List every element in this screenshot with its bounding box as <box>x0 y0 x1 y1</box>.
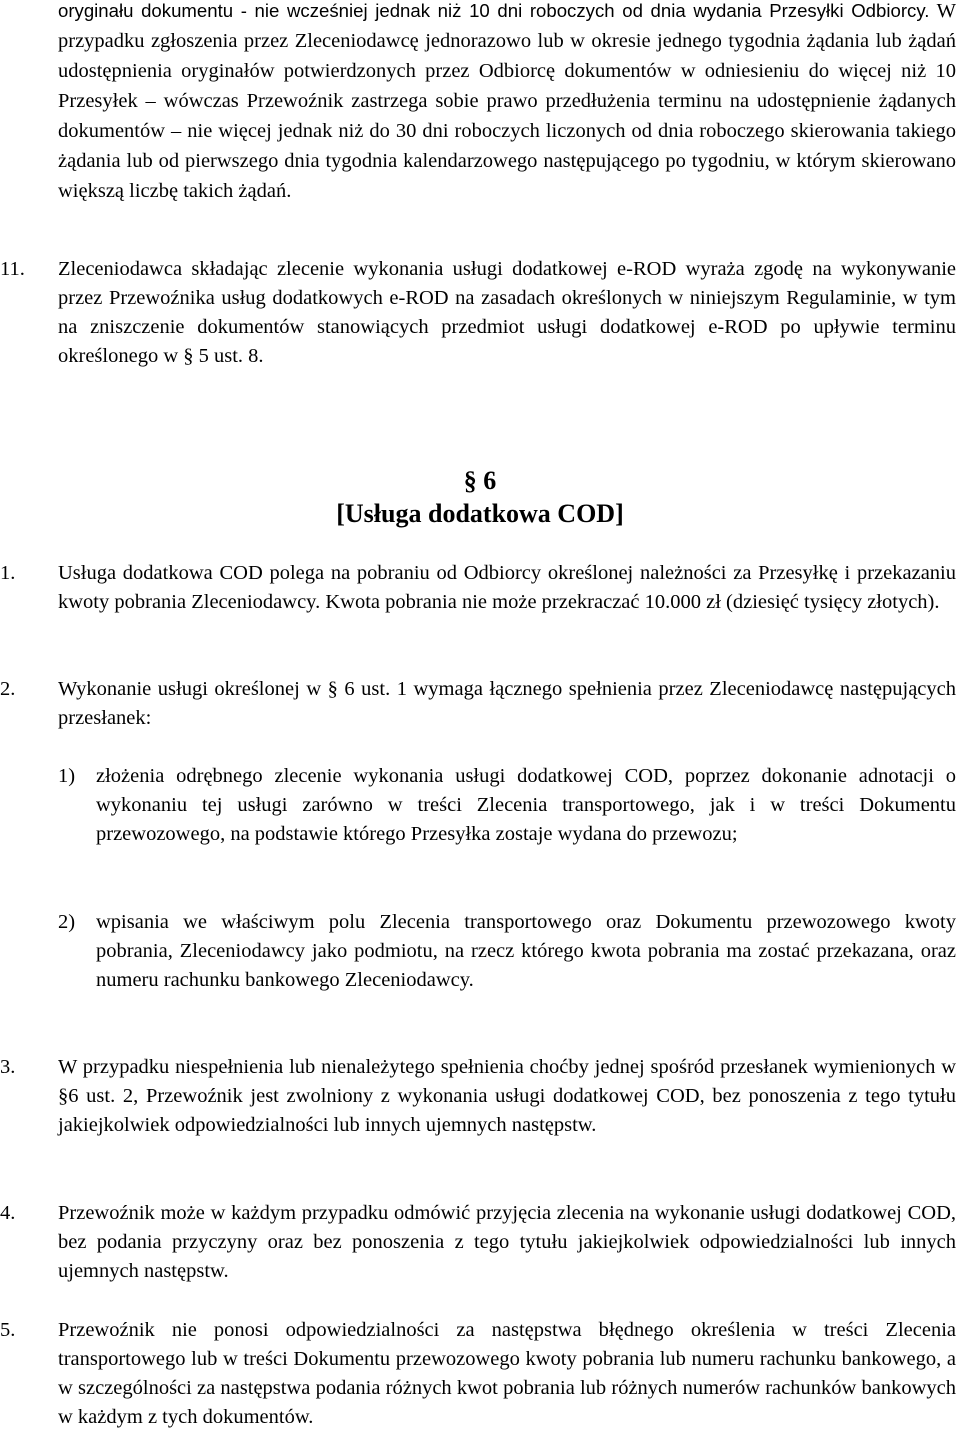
item-3-number: 3. <box>0 1056 16 1078</box>
item-4-text: Przewoźnik może w każdym przypadku odmówić przyjęcia zlecenia na wykonanie usługi dodatkowej COD, bez podania przyczyny oraz bez ponoszenia z tego tytułu jakiejkolwiek odpowiedzialności lub innych ujemnych następstw. <box>58 1202 956 1282</box>
item-5-text: Przewoźnik nie ponosi odpowiedzialności za następstwa błędnego określenia w treści Zlecenia transportowego lub w treści Dokumentu przewozowego kwoty pobrania lub numeru rachunku bankowego, a w szczególności za następstwa podania różnych kwot pobrania lub różnych numerów rachunków bankowych w każdym z tych dokumentów. <box>58 1319 956 1428</box>
item-1-text: Usługa dodatkowa COD polega na pobraniu od Odbiorcy określonej należności za Przesyłkę i przekazaniu kwoty pobrania Zleceniodawcy. Kwota pobrania nie może przekraczać 10.000 zł (dziesięć tysięcy złotych). <box>58 562 956 613</box>
intro-paragraph <box>58 0 956 206</box>
item-11-text: Zleceniodawca składając zlecenie wykonania usługi dodatkowej e-ROD wyraża zgodę na wykonywanie przez Przewoźnika usług dodatkowych e-ROD na zasadach określonych w niniejszym Regulaminie, w tym na zniszczenie dokumentów stanowiących przedmiot usługi dodatkowej e-ROD po upływie terminu określonego w § 5 ust. 8. <box>58 258 956 367</box>
item-2-text: Wykonanie usługi określonej w § 6 ust. 1 wymaga łącznego spełnienia przez Zleceniodawcę następujących przesłanek: <box>58 678 956 729</box>
item-3-text: W przypadku niespełnienia lub nienależytego spełnienia choćby jednej spośród przesłanek wymienionych w §6 ust. 2, Przewoźnik jest zwolniony z wykonania usługi dodatkowej COD, bez ponoszenia z tego tytułu jakiejkolwiek odpowiedzialności lub innych ujemnych następstw. <box>58 1056 956 1136</box>
intro-second-line-sans: Przesyłki Odbiorcy. <box>769 0 930 21</box>
section-title: [Usługa dodatkowa COD] <box>336 499 624 528</box>
item-2-number: 2. <box>0 678 16 700</box>
item-5-number: 5. <box>0 1319 16 1341</box>
intro-second-line-rest: W przypadku zgłoszenia przez Zleceniodawcę jednorazowo lub w okresie jednego tygodnia żądania lub żądań udostępnienia oryginałów potwierdzonych przez Odbiorcę dokumentów w odniesieniu do więcej niż 10 Przesyłek – wówczas Przewoźnik zastrzega sobie prawo przedłużenia terminu na udostępnienie żądanych dokumentów – nie więcej jednak niż do 30 dni roboczych liczonych od dnia roboczego skierowania takiego żądania lub od pierwszego dnia tygodnia kalendarzowego następującego po tygodniu, w którym skierowano większą liczbę takich żądań. <box>58 0 956 202</box>
subitem-1-number: 1) <box>58 765 76 787</box>
item-1-number: 1. <box>0 562 16 584</box>
item-4-number: 4. <box>0 1202 16 1224</box>
item-11-number: 11. <box>0 258 25 280</box>
subitem-2-text: wpisania we właściwym polu Zlecenia transportowego oraz Dokumentu przewozowego kwoty pobrania, Zleceniodawcy jako podmiotu, na rzecz którego kwota pobrania ma zostać przekazana, oraz numeru rachunku bankowego Zleceniodawcy. <box>96 911 956 991</box>
intro-first-line: oryginału dokumentu - nie wcześniej jednak niż 10 dni roboczych od dnia wydania <box>58 0 762 21</box>
subitem-1-text: złożenia odrębnego zlecenie wykonania usługi dodatkowej COD, poprzez dokonanie adnotacji o wykonaniu tej usługi zarówno w treści Zlecenia transportowego, jak i w treści Dokumentu przewozowego, na podstawie którego Przesyłka zostaje wydana do przewozu; <box>96 765 956 845</box>
subitem-2-number: 2) <box>58 911 76 933</box>
section-number: § 6 <box>463 466 497 495</box>
